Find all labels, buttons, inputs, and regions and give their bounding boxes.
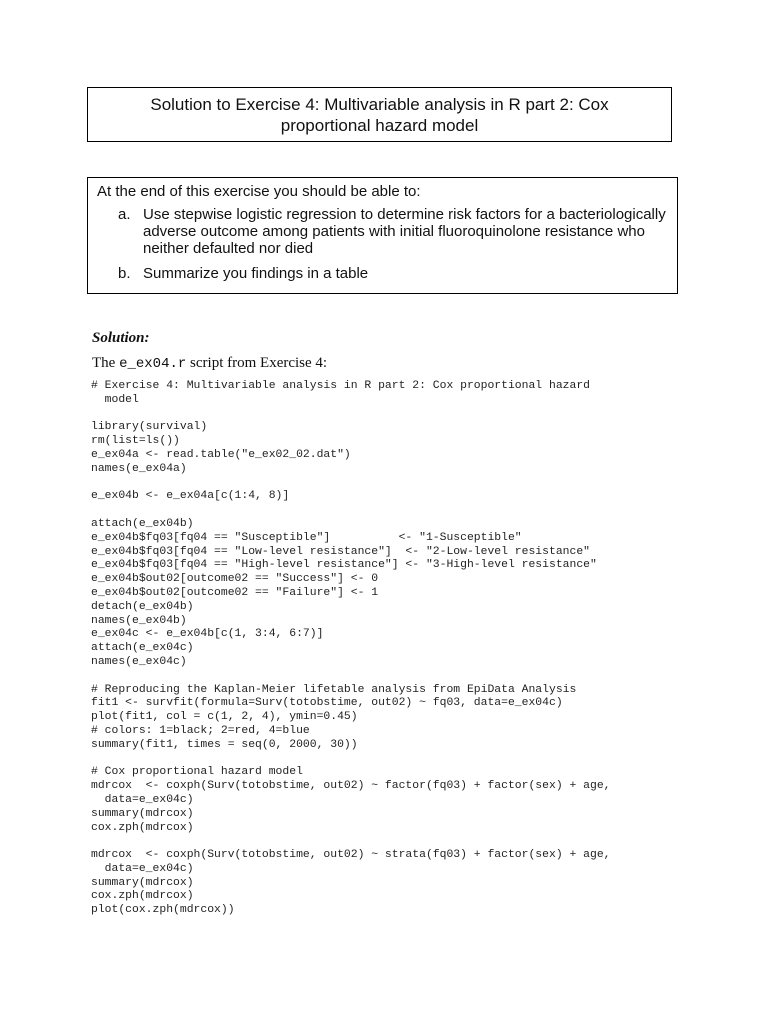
code-line: cox.zph(mdrcox) <box>91 890 194 903</box>
code-line: attach(e_ex04c) <box>91 642 194 655</box>
code-line: model <box>91 393 139 406</box>
code-line <box>91 835 691 849</box>
code-line <box>91 670 691 684</box>
code-line: summary(mdrcox) <box>91 807 194 820</box>
code-block <box>91 380 691 918</box>
script-intro-after: script from Exercise 4: <box>186 355 328 371</box>
code-line: plot(fit1, col = c(1, 2, 4), ymin=0.45) <box>91 711 358 724</box>
script-filename: e_ex04.r <box>119 356 187 372</box>
code-line: e_ex04b$fq03[fq04 == "Low-level resistance"] <- "2-Low-level resistance" <box>91 545 590 558</box>
code-line: summary(fit1, times = seq(0, 2000, 30)) <box>91 738 358 751</box>
code-line <box>91 477 691 491</box>
code-line <box>91 753 691 767</box>
code-line: names(e_ex04c) <box>91 655 187 668</box>
code-line: e_ex04b$out02[outcome02 == "Success"] <- 0 <box>91 573 379 586</box>
code-line: rm(list=ls()) <box>91 435 180 448</box>
code-line: e_ex04b$fq03[fq04 == "High-level resistance"] <- "3-High-level resistance" <box>91 559 597 572</box>
code-line: # colors: 1=black; 2=red, 4=blue <box>91 724 310 737</box>
code-line: summary(mdrcox) <box>91 876 194 889</box>
code-line: mdrcox <- coxph(Surv(totobstime, out02) ~ factor(fq03) + factor(sex) + age, <box>91 780 611 793</box>
code-line: e_ex04b$out02[outcome02 == "Failure"] <- 1 <box>91 586 379 599</box>
code-line <box>91 504 691 518</box>
code-line <box>91 408 691 422</box>
title-box <box>87 87 672 142</box>
script-intro <box>92 355 327 372</box>
code-line: # Cox proportional hazard model <box>91 766 303 779</box>
code-line: e_ex04b$fq03[fq04 == "Susceptible"] <- "1-Susceptible" <box>91 531 522 544</box>
code-line: plot(cox.zph(mdrcox)) <box>91 904 235 917</box>
objective-item <box>118 265 667 282</box>
objective-text: Summarize you findings in a table <box>143 265 369 282</box>
code-line: # Exercise 4: Multivariable analysis in R part 2: Cox proportional hazard <box>91 380 590 392</box>
code-line: e_ex04a <- read.table("e_ex02_02.dat") <box>91 448 351 461</box>
script-intro-before: The <box>92 355 120 371</box>
code-line: cox.zph(mdrcox) <box>91 821 194 834</box>
code-line: detach(e_ex04b) <box>91 600 194 613</box>
code-line: attach(e_ex04b) <box>91 517 194 530</box>
code-line: mdrcox <- coxph(Surv(totobstime, out02) ~ strata(fq03) + factor(sex) + age, <box>91 849 611 862</box>
code-line: data=e_ex04c) <box>91 793 194 806</box>
code-line: fit1 <- survfit(formula=Surv(totobstime, out02) ~ fq03, data=e_ex04c) <box>91 697 563 710</box>
objective-marker: a. <box>118 206 131 223</box>
objective-item <box>118 206 667 257</box>
code-line: e_ex04c <- e_ex04b[c(1, 3:4, 6:7)] <box>91 628 324 641</box>
objective-text: Use stepwise logistic regression to determine risk factors for a bacteriologically adverse outcome among patients with initial fluoroquinolone resistance who neither defaulted nor died <box>143 206 666 257</box>
document-title: Solution to Exercise 4: Multivariable analysis in R part 2: Cox proportional hazard model <box>150 94 609 135</box>
solution-heading: Solution: <box>92 330 150 346</box>
objectives-intro: At the end of this exercise you should be able to: <box>97 183 421 200</box>
code-line: names(e_ex04b) <box>91 614 187 627</box>
code-line: names(e_ex04a) <box>91 462 187 475</box>
code-line: library(survival) <box>91 421 208 434</box>
objectives-box <box>87 177 678 294</box>
objective-marker: b. <box>118 265 131 282</box>
code-line: # Reproducing the Kaplan-Meier lifetable analysis from EpiData Analysis <box>91 683 577 696</box>
code-line: data=e_ex04c) <box>91 862 194 875</box>
code-line: e_ex04b <- e_ex04a[c(1:4, 8)] <box>91 490 290 503</box>
